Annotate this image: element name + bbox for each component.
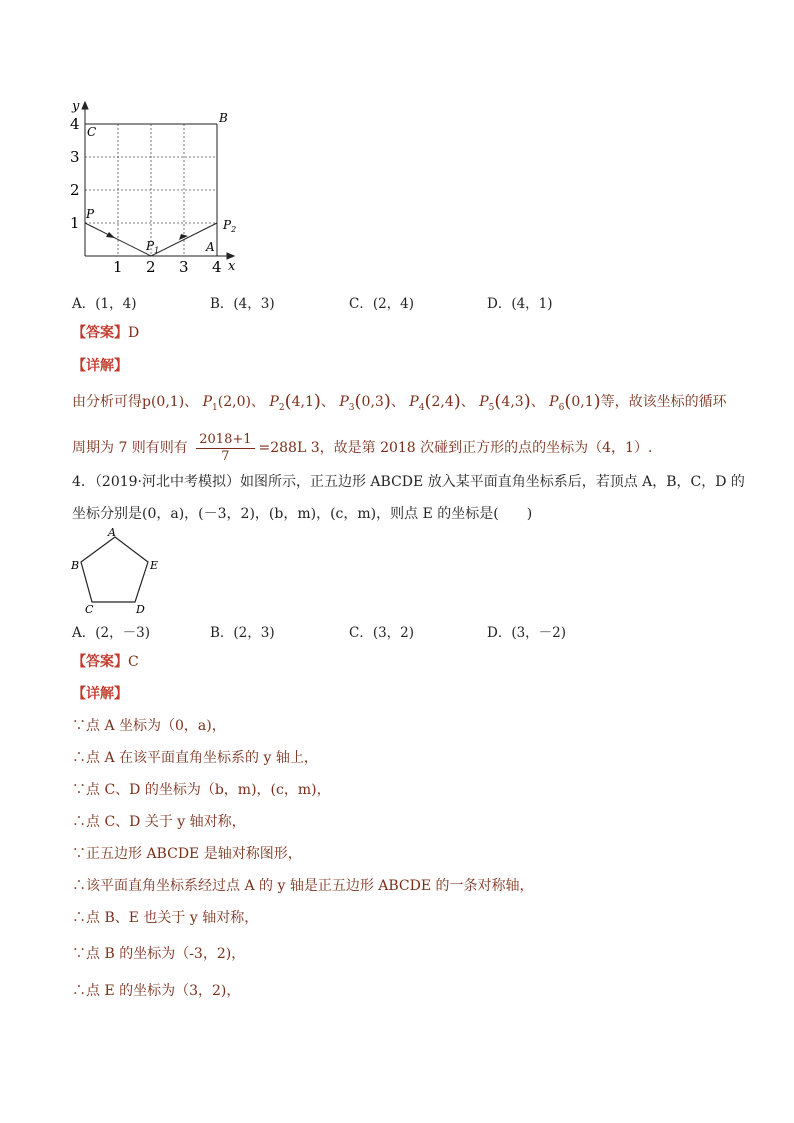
vertex-label-e: E	[150, 559, 159, 572]
q4-step: ∵点 A 坐标为（0，a)，	[72, 718, 226, 734]
pentagon-figure	[68, 526, 168, 618]
q3-detail-label: 【详解】	[72, 358, 128, 374]
y-tick: 1	[70, 214, 80, 232]
option-a[interactable]: A．(1，4)	[72, 296, 137, 312]
q4-detail-label: 【详解】	[72, 686, 128, 702]
answer-value: C	[128, 654, 139, 670]
point-label-p: P	[86, 207, 95, 221]
option-c[interactable]: C．(2，4)	[349, 296, 415, 312]
fraction: $\frac{2018+1}{7}$	[196, 432, 254, 465]
x-tick: 3	[179, 258, 189, 276]
q4-question-line2: 坐标分别是(0，a)，(－3，2)，(b，m)，(c，m)，则点 E 的坐标是( )	[72, 506, 533, 522]
coordinate-grid-figure	[60, 96, 260, 276]
q4-step: ∴点 C、D 关于 y 轴对称，	[72, 814, 246, 830]
y-tick: 2	[70, 181, 80, 199]
x-axis-label: x	[228, 259, 236, 274]
point-label-b: B	[219, 111, 228, 125]
point-label-c: C	[87, 125, 97, 139]
point-label-p1: $P_1$	[146, 239, 160, 255]
q3-answer	[72, 323, 139, 343]
x-tick: 2	[146, 258, 156, 276]
option-d[interactable]: D．(3，－2)	[487, 625, 567, 641]
q4-step: ∴点 E 的坐标为（3，2)，	[72, 983, 241, 999]
option-b[interactable]: B．(4，3)	[210, 296, 275, 312]
x-tick: 4	[212, 258, 222, 276]
answer-value: D	[128, 325, 140, 341]
vertex-label-a: A	[108, 526, 116, 539]
vertex-label-b: B	[71, 559, 80, 572]
option-a[interactable]: A．(2，－3)	[72, 625, 150, 641]
q3-detail-line2: 周期为 7 则有则有 $\frac{2018+1}{7}$ =288L 3，故是第 2018 次碰到正方形的点的坐标为（4，1）.	[72, 431, 653, 464]
q4-step: ∵点 C、D 的坐标为（b，m)，(c，m)，	[72, 782, 331, 798]
q4-step: ∴该平面直角坐标系经过点 A 的 y 轴是正五边形 ABCDE 的一条对称轴，	[72, 878, 534, 894]
answer-label: 【答案】	[72, 325, 128, 341]
pentagon-shape	[81, 537, 148, 602]
grid-lines	[85, 124, 217, 256]
q4-step: ∴点 B、E 也关于 y 轴对称，	[72, 910, 259, 926]
y-tick: 4	[70, 115, 80, 133]
q4-answer	[72, 652, 139, 672]
point-label-a: A	[206, 240, 215, 254]
q3-detail-line1: 由分析可得p(0,1)、 $P_1(2,0)$、 $P_2(4,1)$、 $P_3(0,3)$、 $P_4(2,4)$、 $P_5(4,3)$、 $P_6(0,1)$等，故该坐标的循环	[72, 391, 727, 413]
axes	[82, 102, 237, 259]
q4-step: ∵正五边形 ABCDE 是轴对称图形，	[72, 846, 302, 862]
option-c[interactable]: C．(3，2)	[349, 625, 415, 641]
q4-question-line1: 4．（2019·河北中考模拟）如图所示，正五边形 ABCDE 放入某平面直角坐标系后，若顶点 A，B，C，D 的	[72, 474, 745, 490]
vertex-label-d: D	[136, 603, 145, 616]
option-b[interactable]: B．(2，3)	[210, 625, 275, 641]
y-tick: 3	[70, 148, 80, 166]
answer-label: 【答案】	[72, 654, 128, 670]
vertex-label-c: C	[85, 603, 94, 616]
point-label-p2: $P_2$	[223, 218, 237, 234]
x-tick: 1	[113, 258, 123, 276]
option-d[interactable]: D．(4，1)	[487, 296, 553, 312]
y-axis-label: y	[72, 99, 80, 114]
q4-step: ∵点 B 的坐标为（-3，2)，	[72, 946, 246, 962]
q4-step: ∴点 A 在该平面直角坐标系的 y 轴上，	[72, 750, 318, 766]
